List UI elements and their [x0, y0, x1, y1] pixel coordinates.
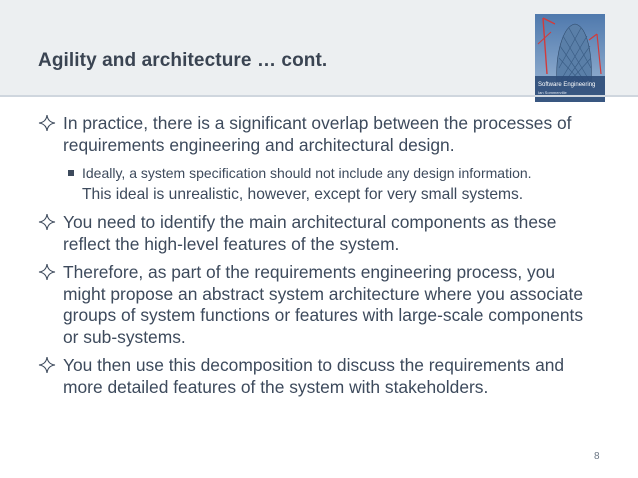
title-divider: [0, 95, 638, 97]
four-point-star-icon: [38, 213, 56, 231]
slide-title: Agility and architecture … cont.: [38, 50, 328, 71]
bullet-text: You then use this decomposition to discuss the requirements and more detailed features of the system with stakeholders.: [63, 355, 565, 397]
bullet-text: You need to identify the main architectural components as these reflect the high-level features of the system.: [63, 212, 557, 254]
square-bullet-icon: [68, 170, 74, 176]
four-point-star-icon: [38, 356, 56, 374]
bullet-text: Therefore, as part of the requirements engineering process, you might propose an abstract system architecture where you associate groups of system functions or features with large-scale components or sub-systems.: [63, 262, 584, 347]
bullet-item: [38, 113, 598, 156]
slide-body: [38, 113, 598, 405]
book-cover-image: [535, 14, 605, 102]
sub-bullet-text-part1: Ideally, a system specification should not include any design information.: [82, 165, 532, 181]
sub-bullet-item: [62, 163, 558, 205]
bullet-item: [38, 355, 598, 398]
four-point-star-icon: [38, 263, 56, 281]
bullet-text: In practice, there is a significant overlap between the processes of requirements engineering and architectural design.: [63, 113, 572, 155]
bullet-item: [38, 262, 598, 348]
cover-subtitle: Ian Sommerville: [538, 90, 567, 95]
four-point-star-icon: [38, 114, 56, 132]
page-number: 8: [594, 451, 600, 462]
cover-title: Software Engineering: [538, 82, 596, 88]
sub-bullet-text-part2: This ideal is unrealistic, however, except for very small systems.: [82, 186, 524, 203]
bullet-item: [38, 212, 598, 255]
